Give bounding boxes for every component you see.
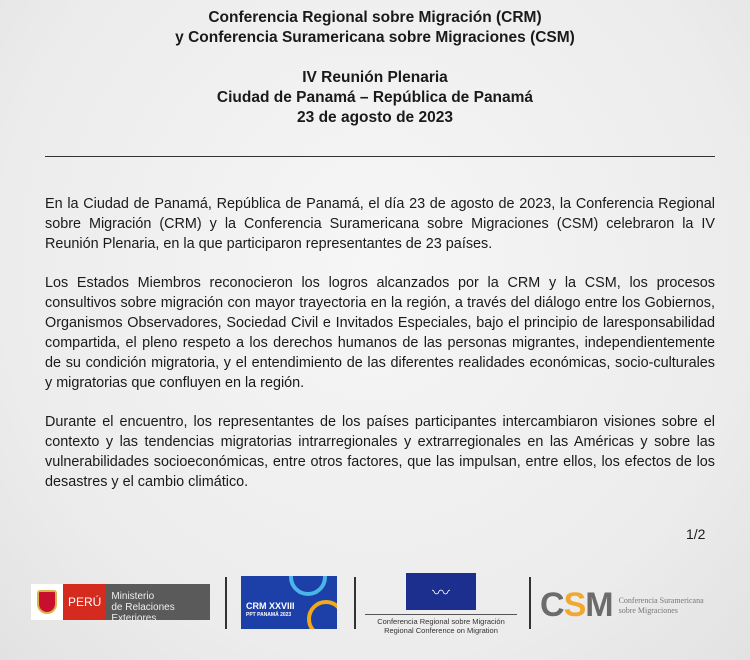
csm-line-1: Conferencia Suramericana (618, 595, 704, 605)
crm-wave-icon: 〰 (406, 573, 476, 610)
title-line-1: Conferencia Regional sobre Migración (CRM) (208, 9, 542, 26)
peru-label: PERÚ (63, 584, 106, 620)
meeting-place: Ciudad de Panamá – República de Panamá (216, 89, 534, 106)
paragraph: En la Ciudad de Panamá, República de Panamá, el día 23 de agosto de 2023, la Conferencia Regional sobre Migración (CRM) y la Conferencia Suramericana sobre Migraciones (CSM) celebraron la IV Reunión Plenaria, en la que participaron representantes de 23 países. (45, 196, 715, 252)
meeting-name: IV Reunión Plenaria (302, 69, 448, 86)
meeting-date: 23 de agosto de 2023 (297, 109, 453, 126)
logo-separator (225, 577, 227, 629)
title-line-2: y Conferencia Suramericana sobre Migraciones (CSM) (175, 29, 575, 46)
logo-separator (529, 577, 531, 629)
meeting-info (0, 68, 750, 128)
ministry-label (106, 584, 210, 624)
divider (45, 156, 715, 157)
crm-panama-logo (241, 576, 337, 629)
ministry-line-1: Ministerio (111, 591, 155, 602)
crm-panama-title: CRM XXVIII (246, 601, 295, 611)
crm-line-2: Regional Conference on Migration (384, 626, 498, 635)
paragraph: Durante el encuentro, los representantes de los países participantes intercambiaron visiones sobre el contexto y las tendencias migratorias intrarregionales y extrarregionales en las Américas y sobre las vulnerabilidades socioeconómicas, entre otros factores, que las impulsan, entre ellos, los efectos de los desastres y el cambio climático. (45, 414, 715, 490)
logo-separator (354, 577, 356, 629)
peru-ministry-logo (31, 584, 210, 624)
crm-panama-subtitle: PPT PANAMÁ 2023 (246, 612, 292, 618)
crm-logo (365, 573, 517, 635)
crm-line-1: Conferencia Regional sobre Migración (377, 617, 505, 626)
ministry-line-2: de Relaciones Exteriores (111, 602, 175, 624)
paragraph: Los Estados Miembros reconocieron los logros alcanzados por la CRM y la CSM, los procesos consultivos sobre migración con mayor trayectoria en la región, a través del diálogo entre los Gobiernos, Organismos Observadores, Sociedad Civil e Invitados Especiales, bajo el principio de laresponsabilidad compartida, el pleno respeto a los derechos humanos de las personas migrantes, independientemente de su condición migratoria, y el entendimiento de las diferentes realidades económicas, socio-culturales y migratorias que confluyen en la región. (45, 275, 715, 391)
coat-of-arms-icon (31, 584, 63, 620)
csm-logo (540, 586, 704, 625)
csm-line-2: sobre Migraciones (618, 605, 678, 615)
document-title (0, 8, 750, 48)
page-number: 1/2 (686, 526, 706, 542)
document-body (45, 194, 715, 511)
csm-acronym: CSM (540, 586, 613, 624)
